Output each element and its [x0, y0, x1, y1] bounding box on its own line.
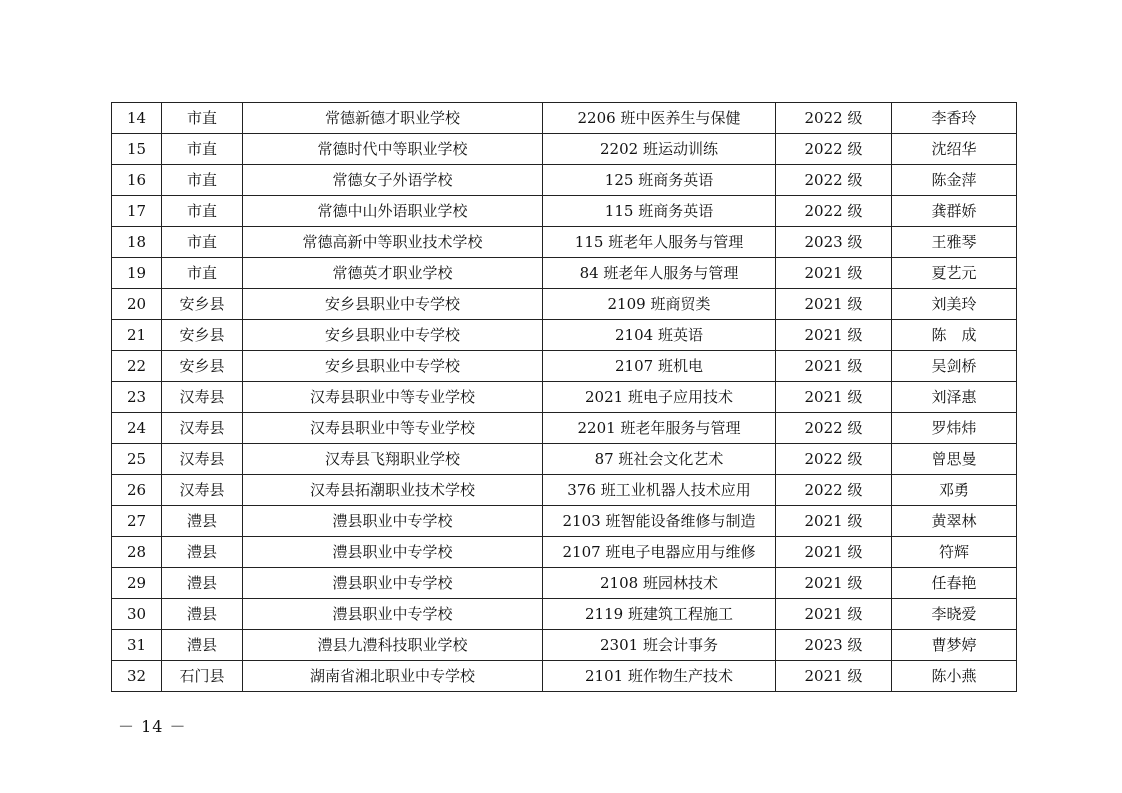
grade-cell: 2022 级 [776, 103, 892, 134]
school-name-cell: 汉寿县职业中等专业学校 [243, 382, 543, 413]
teacher-name-cell: 吴剑桥 [892, 351, 1017, 382]
class-name-cell: 125 班商务英语 [543, 165, 776, 196]
school-name-cell: 湖南省湘北职业中专学校 [243, 661, 543, 692]
grade-cell: 2021 级 [776, 320, 892, 351]
grade-cell: 2021 级 [776, 661, 892, 692]
row-number-cell: 28 [112, 537, 162, 568]
row-number-cell: 26 [112, 475, 162, 506]
class-name-cell: 2301 班会计事务 [543, 630, 776, 661]
row-number-cell: 14 [112, 103, 162, 134]
class-name-cell: 2119 班建筑工程施工 [543, 599, 776, 630]
class-name-cell: 2109 班商贸类 [543, 289, 776, 320]
row-number-cell: 18 [112, 227, 162, 258]
region-cell: 汉寿县 [162, 475, 243, 506]
teacher-name-cell: 夏艺元 [892, 258, 1017, 289]
school-name-cell: 澧县职业中专学校 [243, 599, 543, 630]
school-name-cell: 常德高新中等职业技术学校 [243, 227, 543, 258]
school-name-cell: 澧县九澧科技职业学校 [243, 630, 543, 661]
school-name-cell: 安乡县职业中专学校 [243, 351, 543, 382]
grade-cell: 2023 级 [776, 227, 892, 258]
class-name-cell: 2206 班中医养生与保健 [543, 103, 776, 134]
roster-table [111, 102, 1017, 692]
page-number: － 14 － [118, 717, 187, 736]
school-name-cell: 常德英才职业学校 [243, 258, 543, 289]
class-name-cell: 2021 班电子应用技术 [543, 382, 776, 413]
school-name-cell: 常德新德才职业学校 [243, 103, 543, 134]
table-row [112, 506, 1017, 537]
grade-cell: 2022 级 [776, 413, 892, 444]
table-row [112, 165, 1017, 196]
table-row [112, 103, 1017, 134]
school-name-cell: 澧县职业中专学校 [243, 506, 543, 537]
class-name-cell: 2202 班运动训练 [543, 134, 776, 165]
row-number-cell: 24 [112, 413, 162, 444]
table-row [112, 258, 1017, 289]
school-name-cell: 澧县职业中专学校 [243, 537, 543, 568]
school-name-cell: 汉寿县飞翔职业学校 [243, 444, 543, 475]
table-row [112, 599, 1017, 630]
grade-cell: 2022 级 [776, 444, 892, 475]
table-row [112, 134, 1017, 165]
row-number-cell: 30 [112, 599, 162, 630]
teacher-name-cell: 李香玲 [892, 103, 1017, 134]
grade-cell: 2023 级 [776, 630, 892, 661]
table-row [112, 320, 1017, 351]
row-number-cell: 16 [112, 165, 162, 196]
teacher-name-cell: 李晓爱 [892, 599, 1017, 630]
school-name-cell: 常德女子外语学校 [243, 165, 543, 196]
teacher-name-cell: 任春艳 [892, 568, 1017, 599]
teacher-name-cell: 邓勇 [892, 475, 1017, 506]
region-cell: 澧县 [162, 630, 243, 661]
row-number-cell: 17 [112, 196, 162, 227]
table-row [112, 382, 1017, 413]
region-cell: 澧县 [162, 506, 243, 537]
class-name-cell: 376 班工业机器人技术应用 [543, 475, 776, 506]
grade-cell: 2022 级 [776, 475, 892, 506]
region-cell: 市直 [162, 196, 243, 227]
school-name-cell: 澧县职业中专学校 [243, 568, 543, 599]
class-name-cell: 2201 班老年服务与管理 [543, 413, 776, 444]
table-row [112, 475, 1017, 506]
row-number-cell: 21 [112, 320, 162, 351]
region-cell: 安乡县 [162, 320, 243, 351]
teacher-name-cell: 陈 成 [892, 320, 1017, 351]
region-cell: 市直 [162, 103, 243, 134]
grade-cell: 2021 级 [776, 537, 892, 568]
roster-table-body [112, 103, 1017, 692]
grade-cell: 2022 级 [776, 196, 892, 227]
region-cell: 澧县 [162, 568, 243, 599]
class-name-cell: 2101 班作物生产技术 [543, 661, 776, 692]
row-number-cell: 20 [112, 289, 162, 320]
grade-cell: 2021 级 [776, 289, 892, 320]
grade-cell: 2021 级 [776, 351, 892, 382]
region-cell: 汉寿县 [162, 444, 243, 475]
table-row [112, 351, 1017, 382]
region-cell: 澧县 [162, 599, 243, 630]
region-cell: 市直 [162, 165, 243, 196]
class-name-cell: 2103 班智能设备维修与制造 [543, 506, 776, 537]
class-name-cell: 87 班社会文化艺术 [543, 444, 776, 475]
teacher-name-cell: 曾思曼 [892, 444, 1017, 475]
class-name-cell: 115 班老年人服务与管理 [543, 227, 776, 258]
class-name-cell: 115 班商务英语 [543, 196, 776, 227]
row-number-cell: 23 [112, 382, 162, 413]
region-cell: 安乡县 [162, 289, 243, 320]
region-cell: 汉寿县 [162, 413, 243, 444]
teacher-name-cell: 刘泽惠 [892, 382, 1017, 413]
teacher-name-cell: 王雅琴 [892, 227, 1017, 258]
teacher-name-cell: 龚群娇 [892, 196, 1017, 227]
region-cell: 市直 [162, 134, 243, 165]
row-number-cell: 27 [112, 506, 162, 537]
grade-cell: 2021 级 [776, 506, 892, 537]
teacher-name-cell: 刘美玲 [892, 289, 1017, 320]
teacher-name-cell: 沈绍华 [892, 134, 1017, 165]
table-row [112, 661, 1017, 692]
teacher-name-cell: 黄翠林 [892, 506, 1017, 537]
class-name-cell: 84 班老年人服务与管理 [543, 258, 776, 289]
row-number-cell: 22 [112, 351, 162, 382]
school-name-cell: 安乡县职业中专学校 [243, 320, 543, 351]
teacher-name-cell: 陈小燕 [892, 661, 1017, 692]
region-cell: 市直 [162, 227, 243, 258]
teacher-name-cell: 陈金萍 [892, 165, 1017, 196]
row-number-cell: 31 [112, 630, 162, 661]
grade-cell: 2021 级 [776, 568, 892, 599]
school-name-cell: 常德中山外语职业学校 [243, 196, 543, 227]
school-name-cell: 汉寿县拓潮职业技术学校 [243, 475, 543, 506]
region-cell: 石门县 [162, 661, 243, 692]
table-row [112, 196, 1017, 227]
school-name-cell: 安乡县职业中专学校 [243, 289, 543, 320]
class-name-cell: 2108 班园林技术 [543, 568, 776, 599]
teacher-name-cell: 符辉 [892, 537, 1017, 568]
table-row [112, 568, 1017, 599]
class-name-cell: 2107 班电子电器应用与维修 [543, 537, 776, 568]
grade-cell: 2021 级 [776, 382, 892, 413]
teacher-name-cell: 曹梦婷 [892, 630, 1017, 661]
region-cell: 澧县 [162, 537, 243, 568]
table-row [112, 413, 1017, 444]
row-number-cell: 32 [112, 661, 162, 692]
grade-cell: 2022 级 [776, 165, 892, 196]
school-name-cell: 常德时代中等职业学校 [243, 134, 543, 165]
grade-cell: 2021 级 [776, 599, 892, 630]
row-number-cell: 15 [112, 134, 162, 165]
table-row [112, 227, 1017, 258]
school-name-cell: 汉寿县职业中等专业学校 [243, 413, 543, 444]
row-number-cell: 19 [112, 258, 162, 289]
region-cell: 汉寿县 [162, 382, 243, 413]
grade-cell: 2022 级 [776, 134, 892, 165]
table-row [112, 444, 1017, 475]
row-number-cell: 29 [112, 568, 162, 599]
table-row [112, 537, 1017, 568]
region-cell: 安乡县 [162, 351, 243, 382]
region-cell: 市直 [162, 258, 243, 289]
class-name-cell: 2107 班机电 [543, 351, 776, 382]
table-row [112, 289, 1017, 320]
grade-cell: 2021 级 [776, 258, 892, 289]
table-row [112, 630, 1017, 661]
teacher-name-cell: 罗炜炜 [892, 413, 1017, 444]
class-name-cell: 2104 班英语 [543, 320, 776, 351]
row-number-cell: 25 [112, 444, 162, 475]
